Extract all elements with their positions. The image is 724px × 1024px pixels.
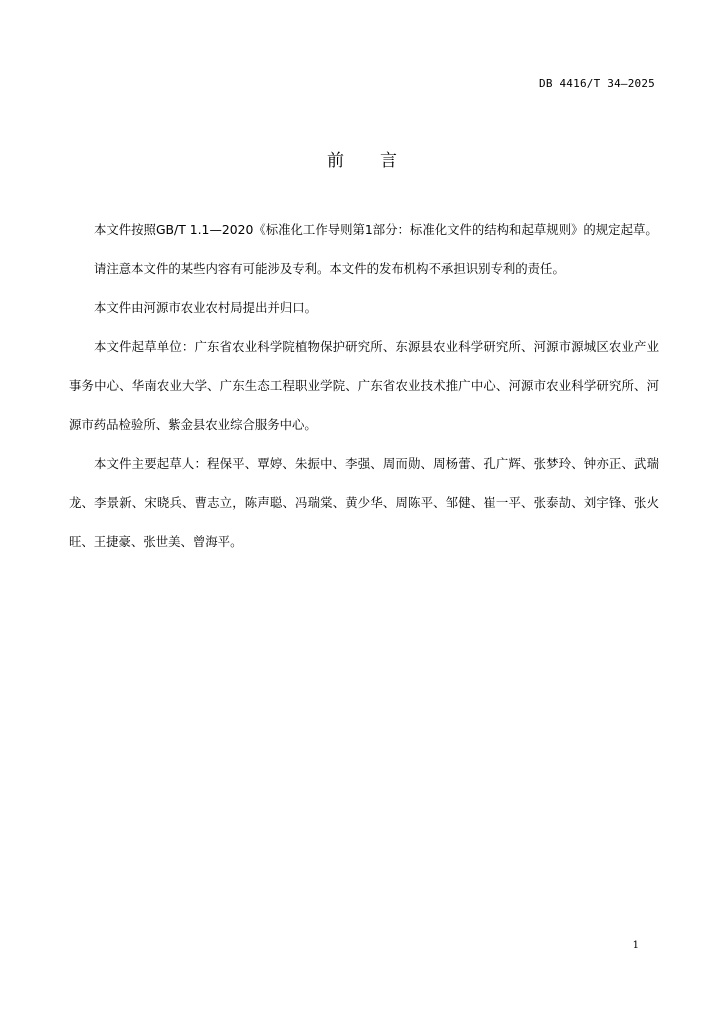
- paragraph-drafting-basis: 本文件按照GB/T 1.1—2020《标准化工作导则第1部分：标准化文件的结构和起草规则》的规定起草。: [94, 222, 658, 237]
- paragraph-patent-notice: 请注意本文件的某些内容有可能涉及专利。本文件的发布机构不承担识别专利的责任。: [94, 261, 565, 276]
- title-char-2: 言: [380, 151, 397, 171]
- title-char-1: 前: [327, 151, 344, 171]
- page-number: 1: [632, 940, 639, 951]
- foreword-body: [69, 210, 659, 561]
- paragraph-proposer: 本文件由河源市农业农村局提出并归口。: [94, 300, 318, 315]
- page-title: [0, 146, 724, 171]
- document-code: DB 4416/T 34—2025: [539, 77, 655, 90]
- paragraph-drafting-units: 本文件起草单位：广东省农业科学院植物保护研究所、东源县农业科学研究所、河源市源城区农业产业事务中心、华南农业大学、广东生态工程职业学院、广东省农业技术推广中心、河源市农业科学研究所、河源市药品检验所、紫金县农业综合服务中心。: [69, 339, 659, 432]
- paragraph-drafters: 本文件主要起草人：程保平、覃婷、朱振中、李强、周而勋、周杨蕾、孔广辉、张梦玲、钟亦正、武瑞龙、李景新、宋晓兵、曹志立，陈声聪、冯瑞棠、黄少华、周陈平、邹健、崔一平、张泰劼、刘宇锋、张火旺、王捷豪、张世美、曾海平。: [69, 456, 659, 549]
